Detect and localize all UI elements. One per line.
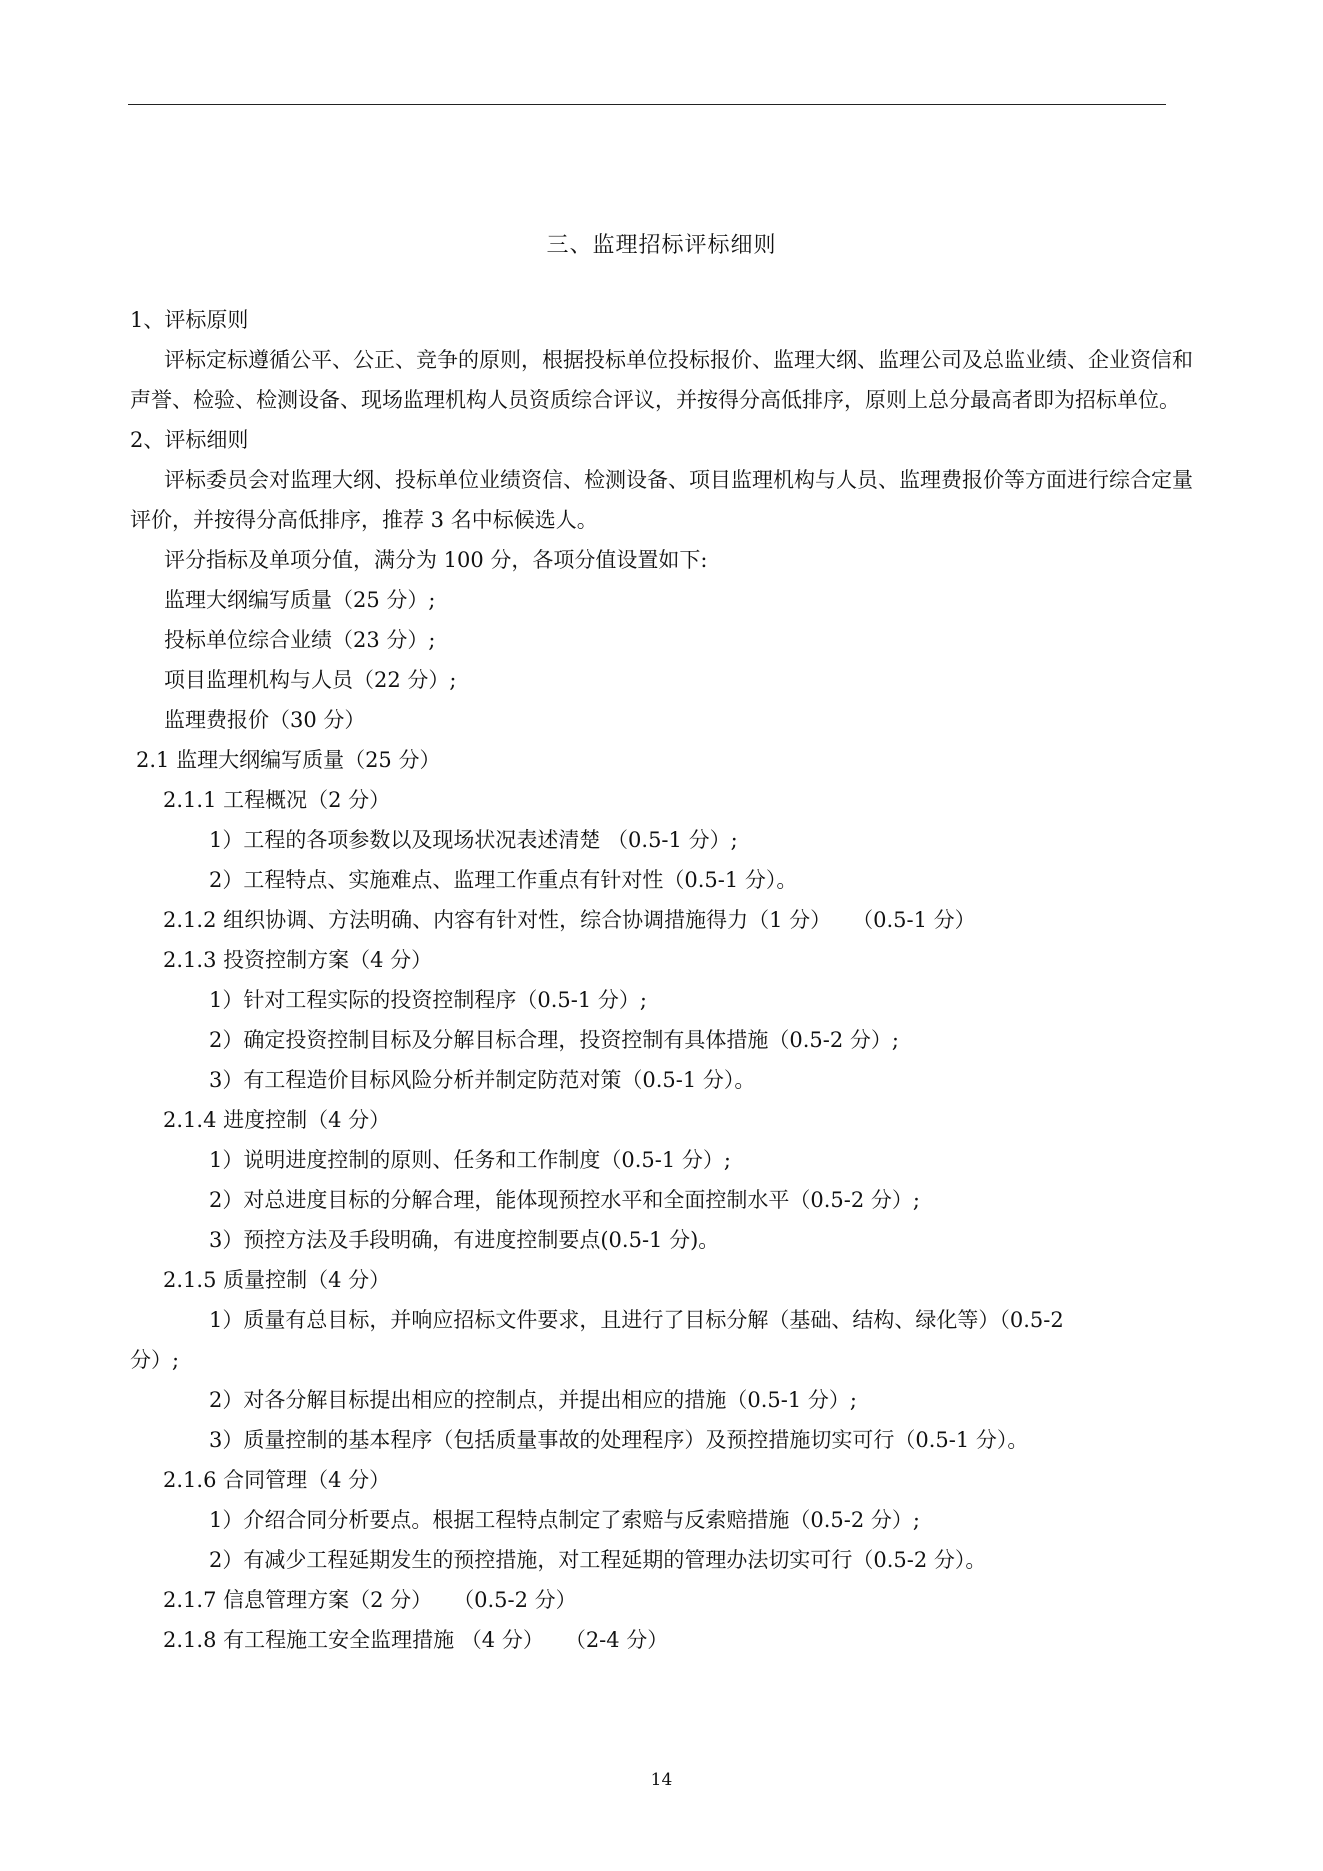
- list-item: 1）针对工程实际的投资控制程序（0.5-1 分）;: [209, 988, 647, 1012]
- section-1-paragraph: 评标定标遵循公平、公正、竞争的原则，根据投标单位投标报价、监理大纲、监理公司及总监业绩、企业资信和声誉、检验、检测设备、现场监理机构人员资质综合评议，并按得分高低排序，原则上总分最高者即为招标单位。: [130, 348, 1193, 412]
- section-2-1-4-heading: 2.1.4 进度控制（4 分）: [163, 1108, 391, 1132]
- list-item: 2）工程特点、实施难点、监理工作重点有针对性（0.5-1 分）。: [209, 868, 798, 892]
- section-2-1-8-heading: 2.1.8 有工程施工安全监理措施 （4 分） （2-4 分）: [163, 1628, 669, 1652]
- scoring-item: 监理费报价（30 分）: [164, 708, 366, 732]
- list-item: 1）质量有总目标，并响应招标文件要求，且进行了目标分解（基础、结构、绿化等）（0.5-2: [209, 1308, 1064, 1332]
- list-item: 1）介绍合同分析要点。根据工程特点制定了索赔与反索赔措施（0.5-2 分）;: [209, 1508, 920, 1532]
- section-2-paragraph: 评标委员会对监理大纲、投标单位业绩资信、检测设备、项目监理机构与人员、监理费报价等方面进行综合定量评价，并按得分高低排序，推荐 3 名中标候选人。: [130, 468, 1193, 532]
- list-item: 3）预控方法及手段明确，有进度控制要点(0.5-1 分)。: [209, 1228, 720, 1252]
- section-2-heading: 2、评标细则: [130, 428, 249, 452]
- section-2-1-1-heading: 2.1.1 工程概况（2 分）: [163, 788, 391, 812]
- header-rule: [128, 104, 1166, 105]
- list-item: 2）确定投资控制目标及分解目标合理，投资控制有具体措施（0.5-2 分）;: [209, 1028, 899, 1052]
- section-2-1-7-heading: 2.1.7 信息管理方案（2 分） （0.5-2 分）: [163, 1588, 577, 1612]
- list-item: 1）工程的各项参数以及现场状况表述清楚 （0.5-1 分）;: [209, 828, 738, 852]
- section-2-1-2-heading: 2.1.2 组织协调、方法明确、内容有针对性，综合协调措施得力（1 分） （0.5-1 分）: [163, 908, 976, 932]
- list-item: 2）有减少工程延期发生的预控措施，对工程延期的管理办法切实可行（0.5-2 分）。: [209, 1548, 987, 1572]
- scoring-intro: 评分指标及单项分值，满分为 100 分，各项分值设置如下:: [164, 548, 708, 572]
- scoring-item: 监理大纲编写质量（25 分）;: [164, 588, 436, 612]
- page-number: 14: [650, 1770, 673, 1790]
- section-1-heading: 1、评标原则: [130, 308, 249, 332]
- list-item: 2）对各分解目标提出相应的控制点，并提出相应的措施（0.5-1 分）;: [209, 1388, 857, 1412]
- section-2-1-6-heading: 2.1.6 合同管理（4 分）: [163, 1468, 391, 1492]
- scoring-item: 项目监理机构与人员（22 分）;: [164, 668, 457, 692]
- list-item: 3）有工程造价目标风险分析并制定防范对策（0.5-1 分）。: [209, 1068, 756, 1092]
- section-2-1-5-heading: 2.1.5 质量控制（4 分）: [163, 1268, 391, 1292]
- list-item: 1）说明进度控制的原则、任务和工作制度（0.5-1 分）;: [209, 1148, 731, 1172]
- document-body: [130, 300, 1210, 1660]
- scoring-item: 投标单位综合业绩（23 分）;: [164, 628, 436, 652]
- list-item: 2）对总进度目标的分解合理，能体现预控水平和全面控制水平（0.5-2 分）;: [209, 1188, 920, 1212]
- section-2-1-3-heading: 2.1.3 投资控制方案（4 分）: [163, 948, 433, 972]
- page-title: 三、监理招标评标细则: [546, 233, 777, 258]
- list-item-continuation: 分）;: [130, 1348, 180, 1372]
- list-item: 3）质量控制的基本程序（包括质量事故的处理程序）及预控措施切实可行（0.5-1 分）。: [209, 1428, 1029, 1452]
- section-2-1-heading: 2.1 监理大纲编写质量（25 分）: [136, 748, 441, 772]
